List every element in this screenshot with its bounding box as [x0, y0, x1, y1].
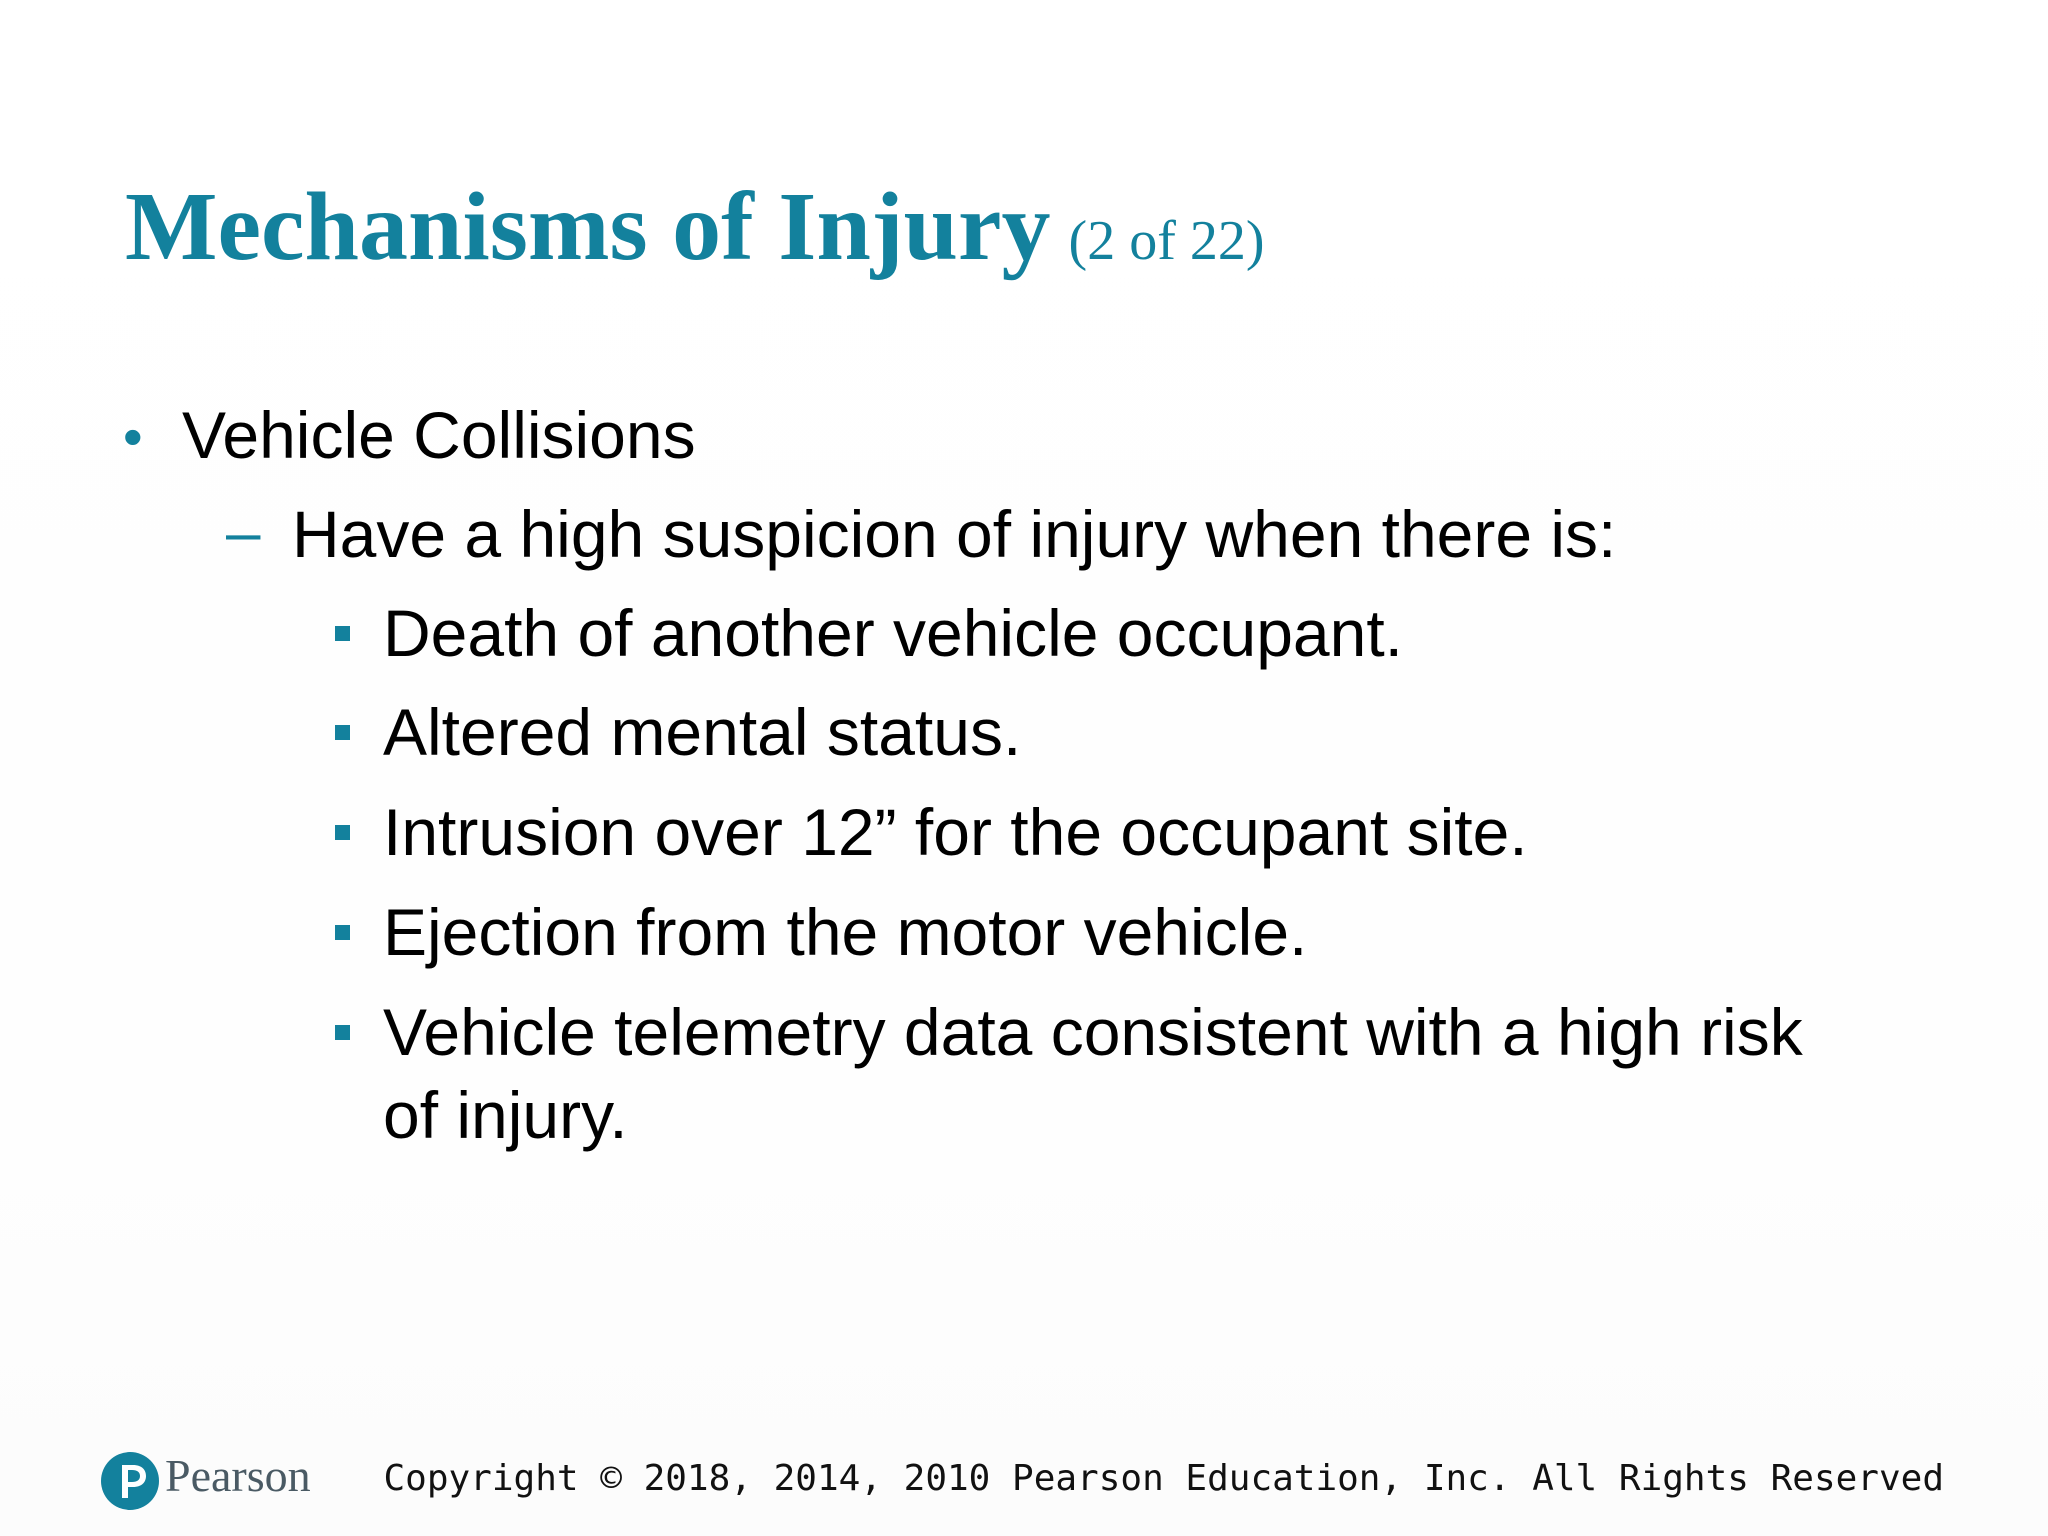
pearson-wordmark: Pearson [165, 1450, 311, 1501]
copyright-notice: Copyright © 2018, 2014, 2010 Pearson Education, Inc. All Rights Reserved [383, 1458, 1944, 1499]
bullet-level3-continuation: of injury. [383, 1078, 628, 1152]
bullet-level1-text: Vehicle Collisions [182, 398, 696, 472]
title-counter: (2 of 22) [1068, 210, 1265, 272]
bullet-level3-item: Altered mental status. [383, 695, 1022, 769]
square-bullet-icon [335, 925, 350, 940]
bullet-level3-item: Vehicle telemetry data consistent with a high risk [383, 995, 1803, 1069]
bullet-level3-item: Ejection from the motor vehicle. [383, 895, 1308, 969]
square-bullet-icon [335, 626, 350, 641]
bullet-level2-text: Have a high suspicion of injury when there is: [292, 497, 1617, 571]
dash-bullet-icon: – [226, 498, 261, 567]
bullet-dot-icon: • [123, 405, 143, 468]
square-bullet-icon [335, 825, 350, 840]
square-bullet-icon [335, 725, 350, 740]
slide-title [125, 173, 1265, 281]
bullet-level3-item: Death of another vehicle occupant. [383, 596, 1404, 670]
title-main: Mechanisms of Injury [125, 173, 1051, 281]
pearson-logo-icon [100, 1451, 160, 1511]
bullet-level3-item: Intrusion over 12” for the occupant site. [383, 795, 1528, 869]
square-bullet-icon [335, 1025, 350, 1040]
